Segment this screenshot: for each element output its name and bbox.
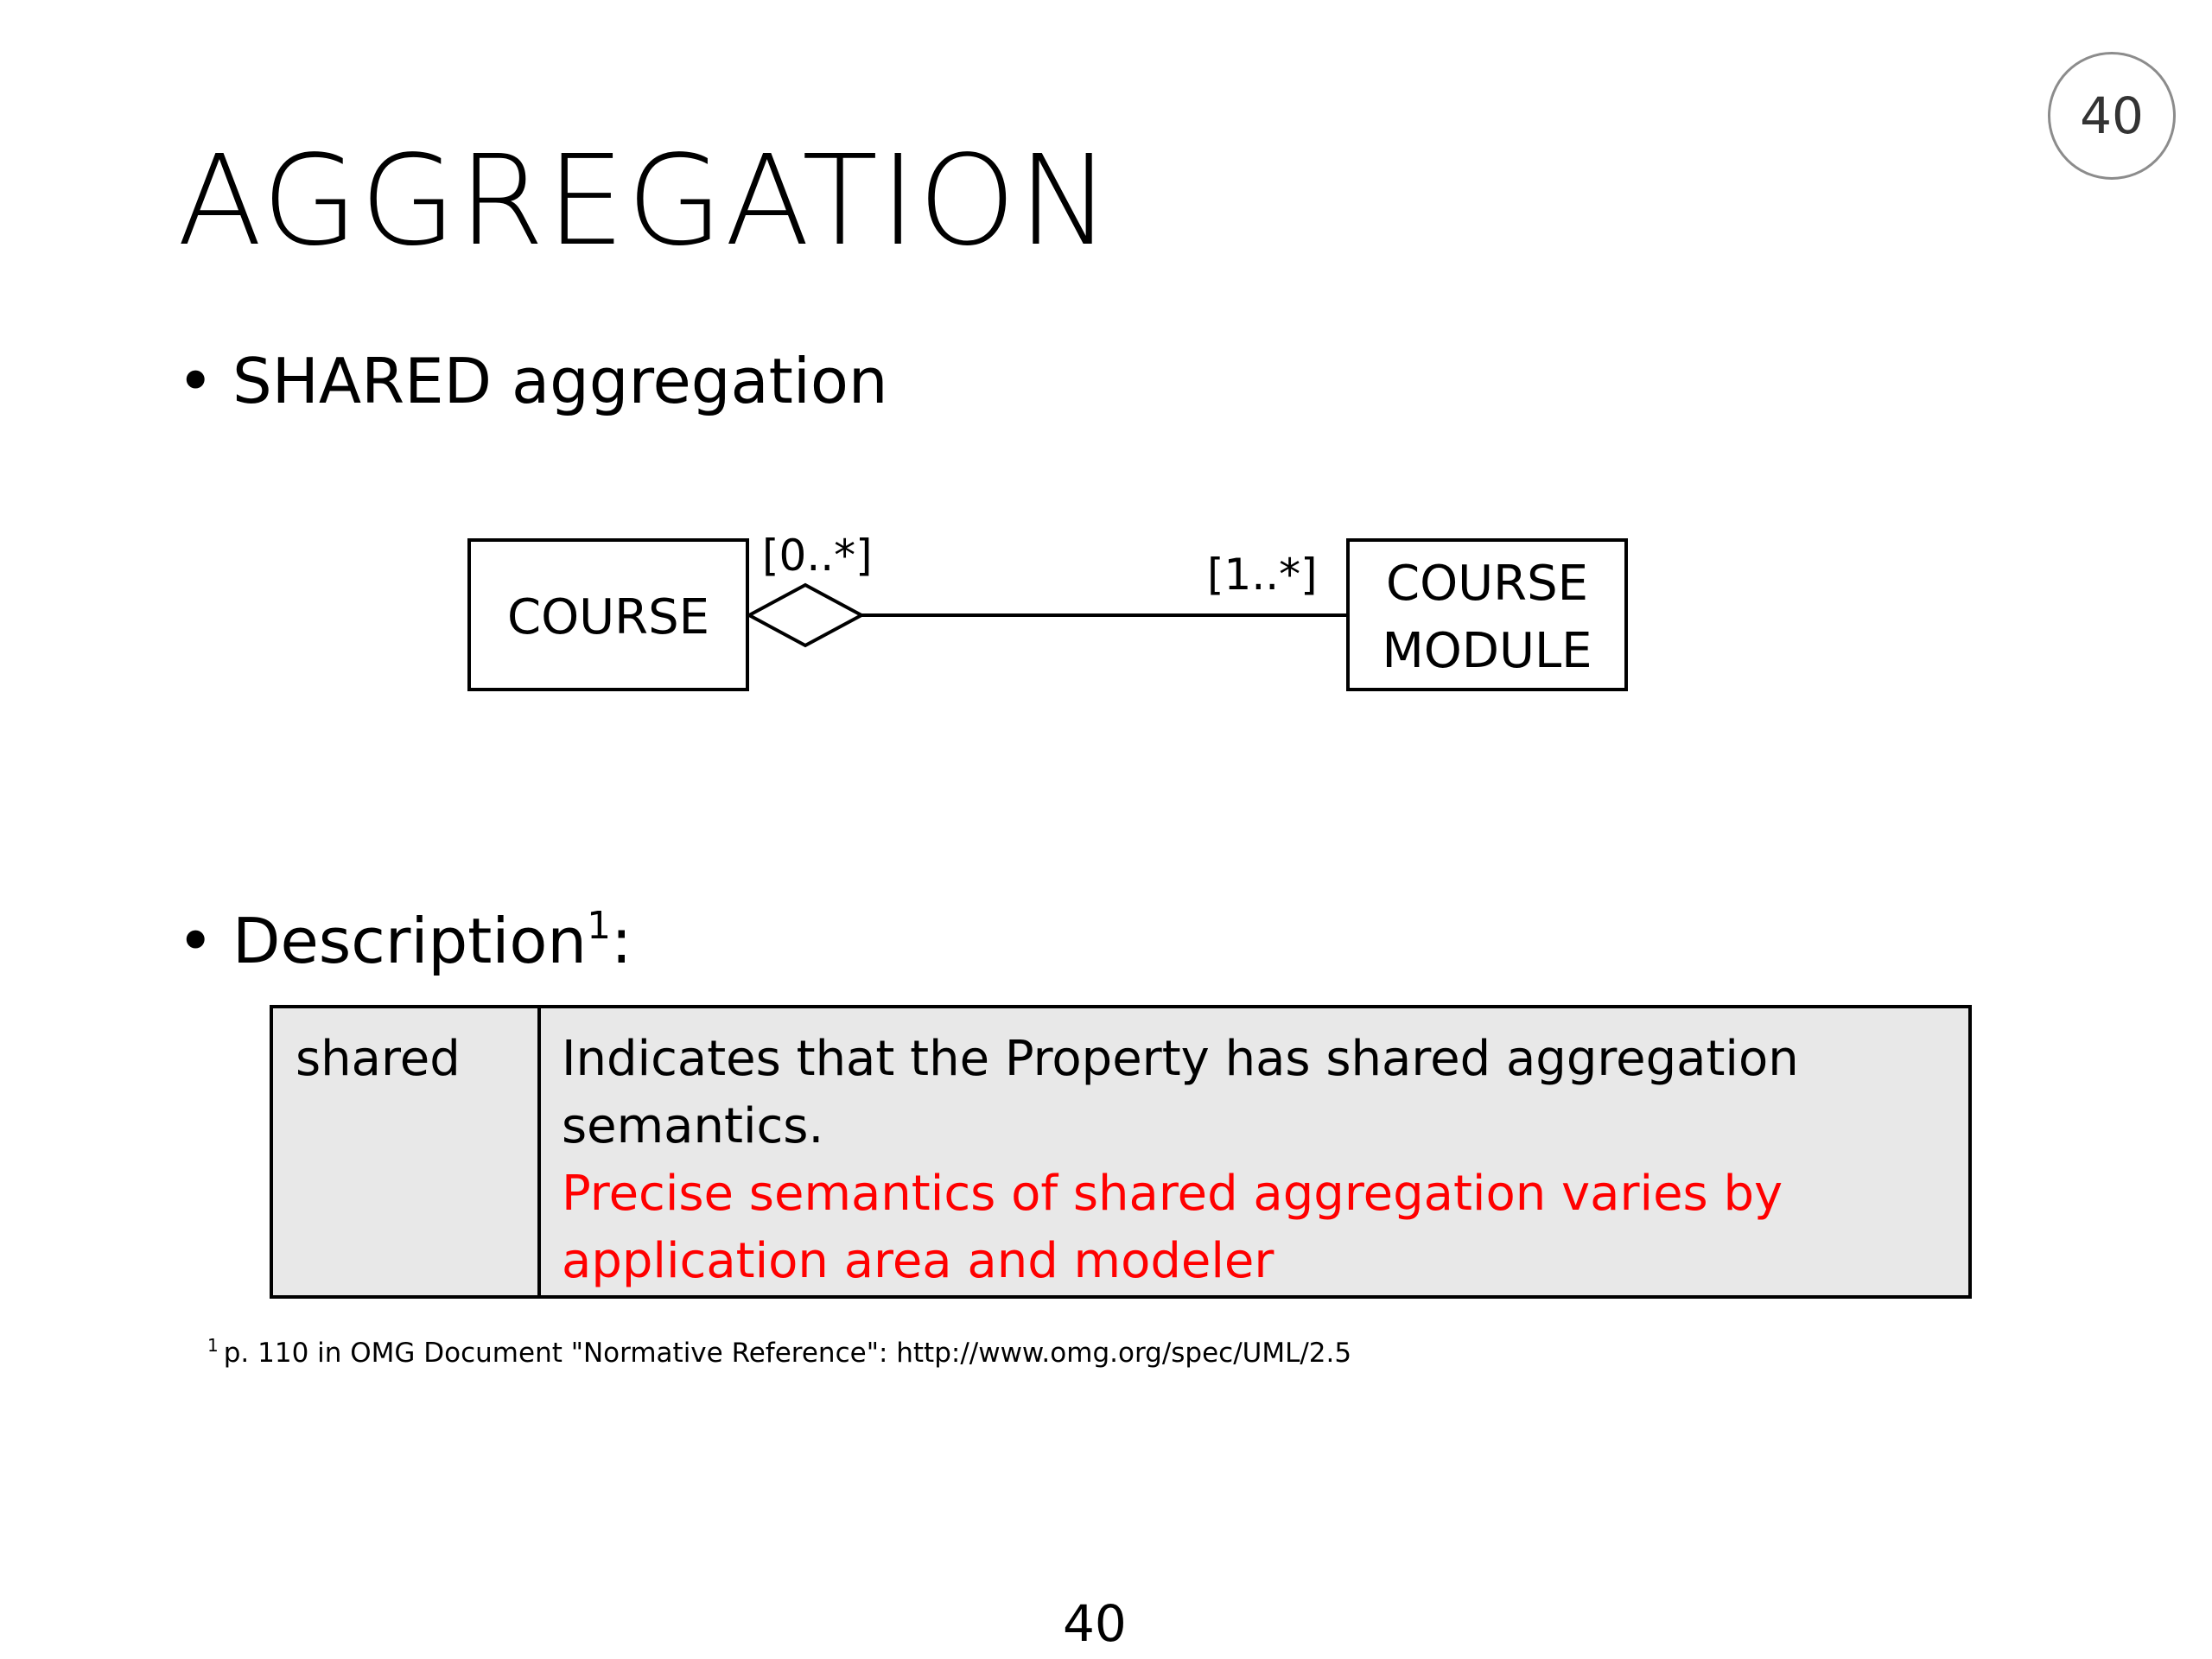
bullet-dot: • bbox=[177, 905, 214, 977]
description-table bbox=[270, 1005, 1972, 1299]
bullet-colon: : bbox=[611, 905, 632, 977]
page-number: 40 bbox=[1063, 1594, 1127, 1653]
bullet-dot: • bbox=[177, 345, 214, 417]
slide-title: AGGREGATION bbox=[177, 128, 1113, 273]
multiplicity-left: [0..*] bbox=[762, 531, 873, 581]
bullet-text: Description bbox=[232, 905, 588, 977]
footnote-marker: 1 bbox=[207, 1335, 219, 1356]
aggregation-diamond bbox=[749, 585, 861, 645]
note-line: application area and modeler bbox=[562, 1233, 1274, 1289]
description-term: shared bbox=[273, 1008, 541, 1295]
class-label-course-module-line2: MODULE bbox=[1382, 623, 1592, 679]
bullet-text: SHARED aggregation bbox=[232, 345, 888, 417]
multiplicity-right: [1..*] bbox=[1207, 550, 1318, 600]
description-definition bbox=[541, 1008, 1968, 1295]
class-label-course: COURSE bbox=[506, 589, 710, 645]
note-line: Precise semantics of shared aggregation varies by bbox=[562, 1166, 1783, 1222]
definition-line: semantics. bbox=[562, 1098, 824, 1154]
class-label-course-module-line1: COURSE bbox=[1385, 556, 1589, 612]
footnote-reference: 1 bbox=[587, 904, 612, 948]
footnote-text: p. 110 in OMG Document "Normative Reference": http://www.omg.org/spec/UML/2.5 bbox=[223, 1338, 1352, 1369]
bullet-description bbox=[177, 904, 632, 977]
slide-number-badge: 40 bbox=[2048, 52, 2176, 180]
footnote bbox=[207, 1335, 1351, 1369]
definition-line: Indicates that the Property has shared aggregation bbox=[562, 1031, 1799, 1087]
